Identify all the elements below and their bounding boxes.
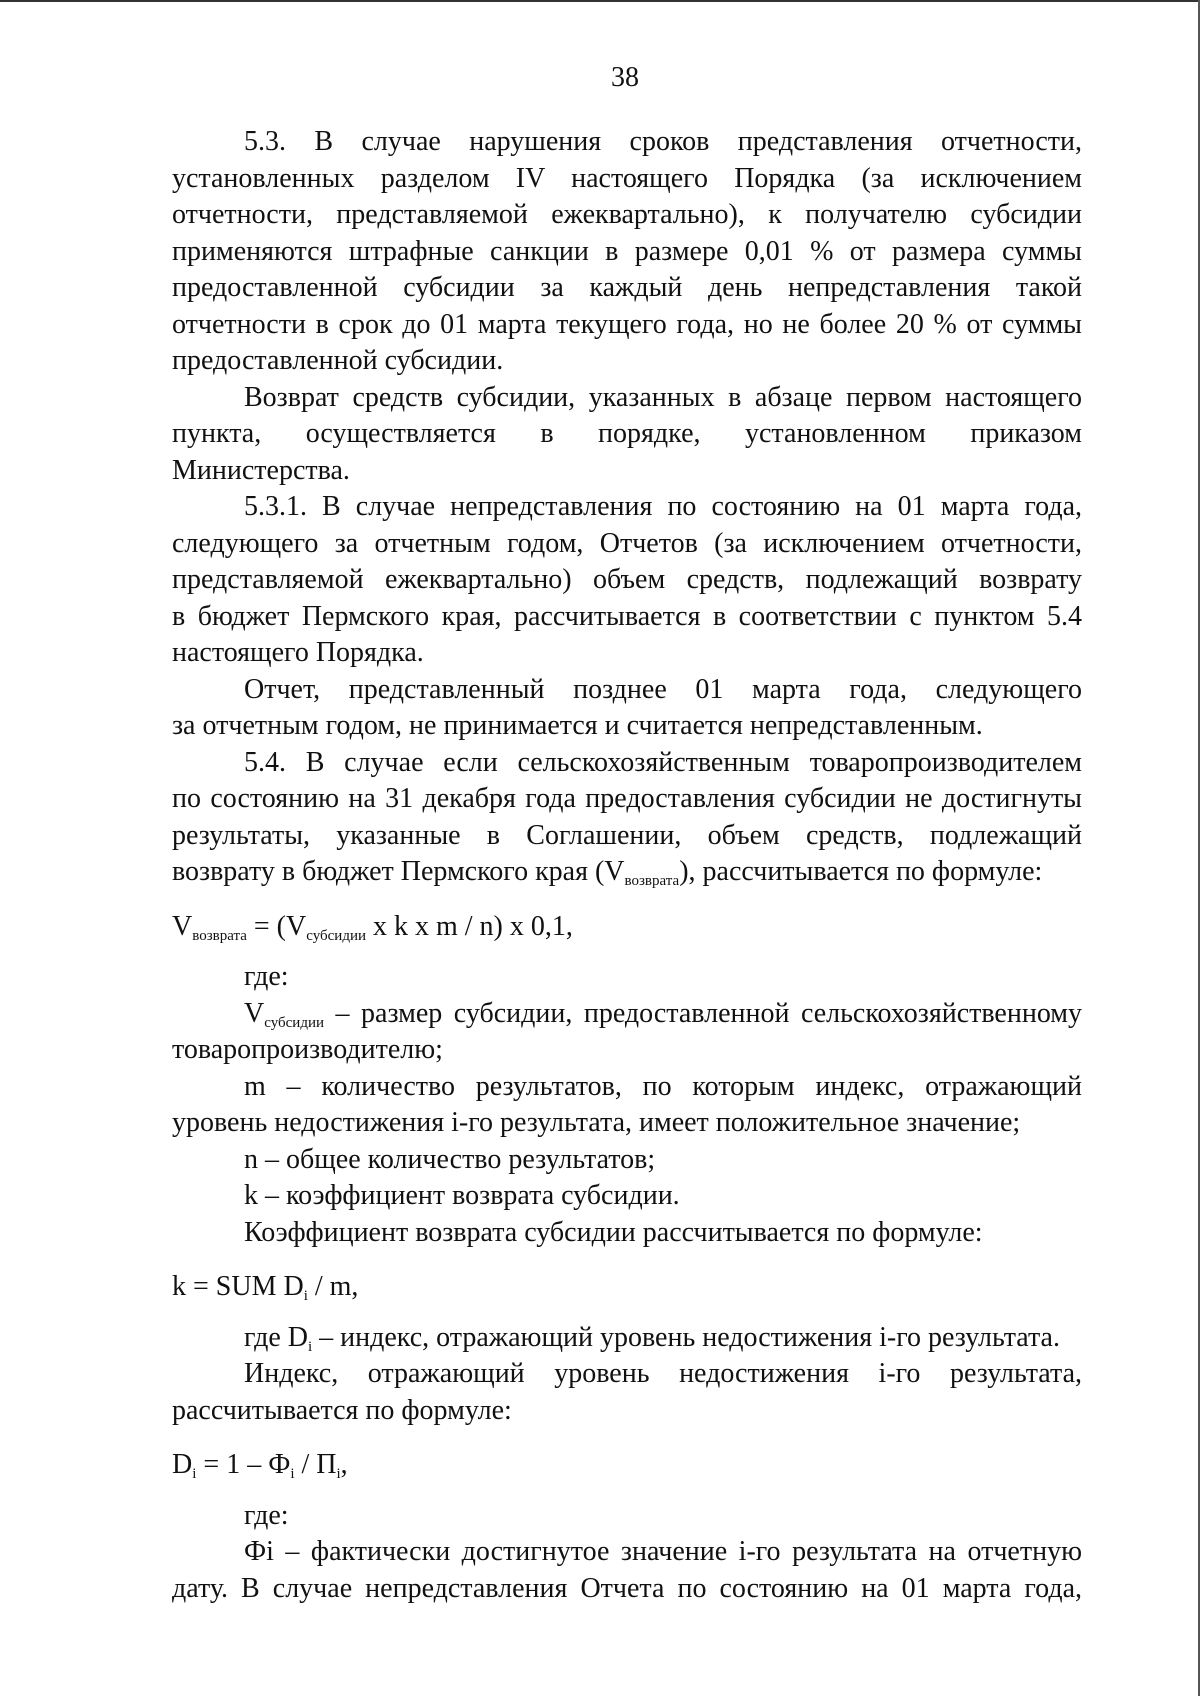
document-body [172,124,1082,1607]
text-fragment: – размер субсидии, предоставленной сельскохозяйственному [324,997,1082,1029]
subscript: возврата [624,873,680,889]
text-fragment: – индекс, отражающий уровень недостижения i-го результата. [312,1321,1060,1353]
paragraph-index [172,1356,1082,1429]
text-fragment: возврату в бюджет Пермского края (V [172,856,625,887]
scan-border-top [0,0,1200,2]
formula-v-return [172,909,1082,946]
subscript: субсидии [264,1014,324,1031]
text-line: применяются штрафные санкции в размере 0,01 % от размера суммы [172,235,1082,267]
formula-part: x k x m / n) x 0,1, [366,910,573,942]
text-line: товаропроизводителю; [172,1034,443,1065]
subscript: i [192,1466,197,1482]
paragraph-5-3 [172,124,1082,380]
text-line: результаты, указанные в Соглашении, объем средств, подлежащий [172,819,1082,851]
text-line: рассчитывается по формуле: [172,1394,512,1426]
paragraph-report-late [172,672,1082,745]
text-line: отчетности в срок до 01 марта текущего года, но не более 20 % от суммы [172,308,1082,340]
subscript: i [290,1466,295,1482]
text-line: m – количество результатов, по которым индекс, отражающий [244,1070,1082,1102]
text-line: предоставленной субсидии за каждый день непредставления такой [172,272,1082,303]
paragraph-5-4 [172,745,1082,891]
formula-part: D [172,1449,193,1480]
text-line: представляемой ежеквартально) объем средств, подлежащий возврату [172,564,1082,595]
subscript: i [307,1338,313,1355]
page-number: 38 [611,62,639,93]
paragraph-return-funds [172,380,1082,490]
formula-part: , [340,1449,348,1480]
text-line: установленных разделом IV настоящего Порядка (за исключением [172,162,1082,194]
formula-part: = 1 – Ф [196,1449,291,1480]
text-line: настоящего Порядка. [172,637,424,668]
formula-part: = (V [246,910,307,942]
formula-part: / П [294,1449,337,1480]
text-line: за отчетным годом, не принимается и считается непредставленным. [172,710,983,741]
text-line: Индекс, отражающий уровень недостижения i-го результата, [244,1358,1082,1389]
subscript: i [336,1466,341,1482]
text-line: 5.4. В случае если сельскохозяйственным товаропроизводителем [244,746,1082,778]
text-fragment: где D [244,1321,308,1353]
text-line: предоставленной субсидии. [172,345,504,376]
text-line: пункта, осуществляется в порядке, установленном приказом [172,418,1082,449]
text-line: уровень недостижения i-го результата, имеет положительное значение; [172,1107,1021,1138]
formula-symbol: V [172,910,193,942]
coefficient-intro: Коэффициент возврата субсидии рассчитывается по формуле: [244,1216,983,1248]
definition-phi [172,1534,1082,1607]
definition-n: n – общее количество результатов; [244,1143,656,1175]
formula-part: k = SUM D [172,1271,304,1302]
text-line: Фi – фактически достигнутое значение i-го результата на отчетную [244,1536,1082,1567]
where-label: где: [244,1499,289,1531]
subscript: субсидии [306,927,366,944]
formula-part: / m, [307,1271,359,1302]
formula-k [172,1269,1082,1306]
text-line: Министерства. [172,454,350,486]
text-fragment: ), рассчитывается по формуле: [679,856,1043,887]
definition-v-subsidy [172,996,1082,1069]
subscript: i [303,1288,308,1304]
formula-di [172,1447,1082,1484]
text-line: отчетности, представляемой ежеквартально), к получателю субсидии [172,199,1082,230]
formula-symbol: V [244,997,265,1029]
definition-k: k – коэффициент возврата субсидии. [244,1180,680,1211]
definition-di [172,1320,1082,1357]
text-line: Отчет, представленный позднее 01 марта года, следующего [244,673,1082,705]
text-line: Возврат средств субсидии, указанных в абзаце первом настоящего [244,381,1082,413]
definition-m [172,1069,1082,1142]
text-line [172,996,1082,1033]
text-line: по состоянию на 31 декабря года предоставления субсидии не достигнуты [172,783,1082,814]
paragraph-5-3-1 [172,489,1082,672]
text-line: в бюджет Пермского края, рассчитывается в соответствии с пунктом 5.4 [172,600,1082,632]
text-line [172,854,1082,891]
where-label: где: [244,961,289,992]
text-line: дату. В случае непредставления Отчета по состоянию на 01 марта года, [172,1572,1082,1604]
text-line: 5.3. В случае нарушения сроков представления отчетности, [244,126,1082,157]
text-line: 5.3.1. В случае непредставления по состоянию на 01 марта года, [244,491,1082,522]
subscript: возврата [192,927,247,944]
text-line: следующего за отчетным годом, Отчетов (за исключением отчетности, [172,527,1082,559]
